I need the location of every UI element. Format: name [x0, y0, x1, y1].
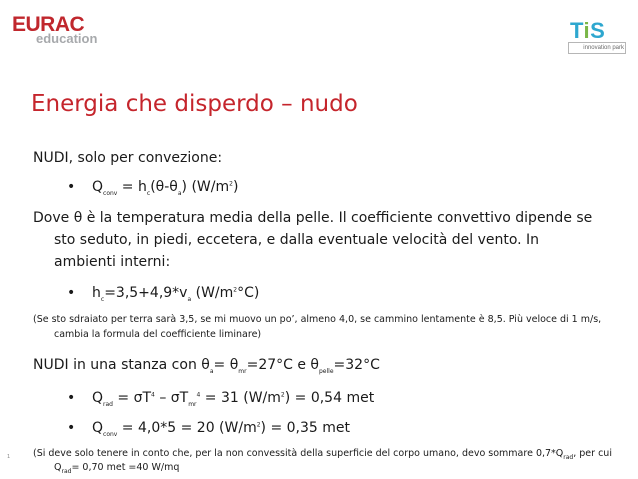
bullet-dot: •	[67, 285, 76, 301]
bullet-dot: •	[67, 390, 76, 406]
q-conv-formula: $Q_{conv} = h_c(\theta-\theta_a)$ $(W/m^2)$	[92, 179, 239, 197]
slide-number: 1	[7, 454, 11, 460]
eurac-education-logo	[12, 15, 112, 45]
slide-title: Energia che disperdo – nudo	[31, 91, 358, 117]
tis-innovation-park-logo	[568, 20, 626, 54]
coefficient-note-line-1: (Se sto sdraiato per terra sarà 3,5, se mi muovo un po’, almeno 4,0, se cammino lentamente è 8,5. Più veloce di 1 m/s,	[33, 314, 602, 325]
q-rad-formula: $Q_{rad} = \sigma T^4 - \sigma T_{mr}^4 = 31$ $(W/m^2) = 0,54$ met	[92, 390, 375, 408]
eurac-logo-text: EURAC	[12, 13, 85, 36]
hc-formula: $h_c=3,5+4,9*v_a$ $(W/m^2^\circ C)$	[92, 285, 260, 303]
convexity-note-line-2: $Q_{rad}= 0,70$ met =40 W/mq	[54, 462, 180, 475]
coefficient-note-line-2: cambia la formula del coefficiente liminare)	[54, 329, 262, 340]
convexity-note-line-1: (Si deve solo tenere in conto che, per la non convessità della superficie del corpo umano, devo sommare $0,7*Q_{rad}$, per cui	[33, 448, 612, 461]
bullet-dot: •	[67, 420, 76, 436]
dove-paragraph-line-1: Dove θ è la temperatura media della pelle. Il coefficiente convettivo dipende se	[33, 210, 593, 226]
tis-logo-subtext: innovation park	[583, 45, 624, 51]
bullet-dot: •	[67, 179, 76, 195]
q-conv-result-formula: $Q_{conv} = 4,0*5 = 20$ $(W/m^2) = 0,35$ met	[92, 420, 351, 438]
eurac-logo-subtext: education	[36, 31, 98, 46]
dove-paragraph-line-2: sto seduto, in piedi, eccetera, e dalla eventuale velocità del vento. In	[54, 232, 540, 248]
room-conditions-heading: NUDI in una stanza con $\theta_a= \theta_{mr}=27^\circ C$ e $\theta_{pelle}=32^\circ C$	[33, 357, 380, 375]
tis-logo-text: TiS	[570, 18, 606, 43]
dove-paragraph-line-3: ambienti interni:	[54, 254, 171, 270]
nudi-convection-heading: NUDI, solo per convezione:	[33, 150, 223, 166]
